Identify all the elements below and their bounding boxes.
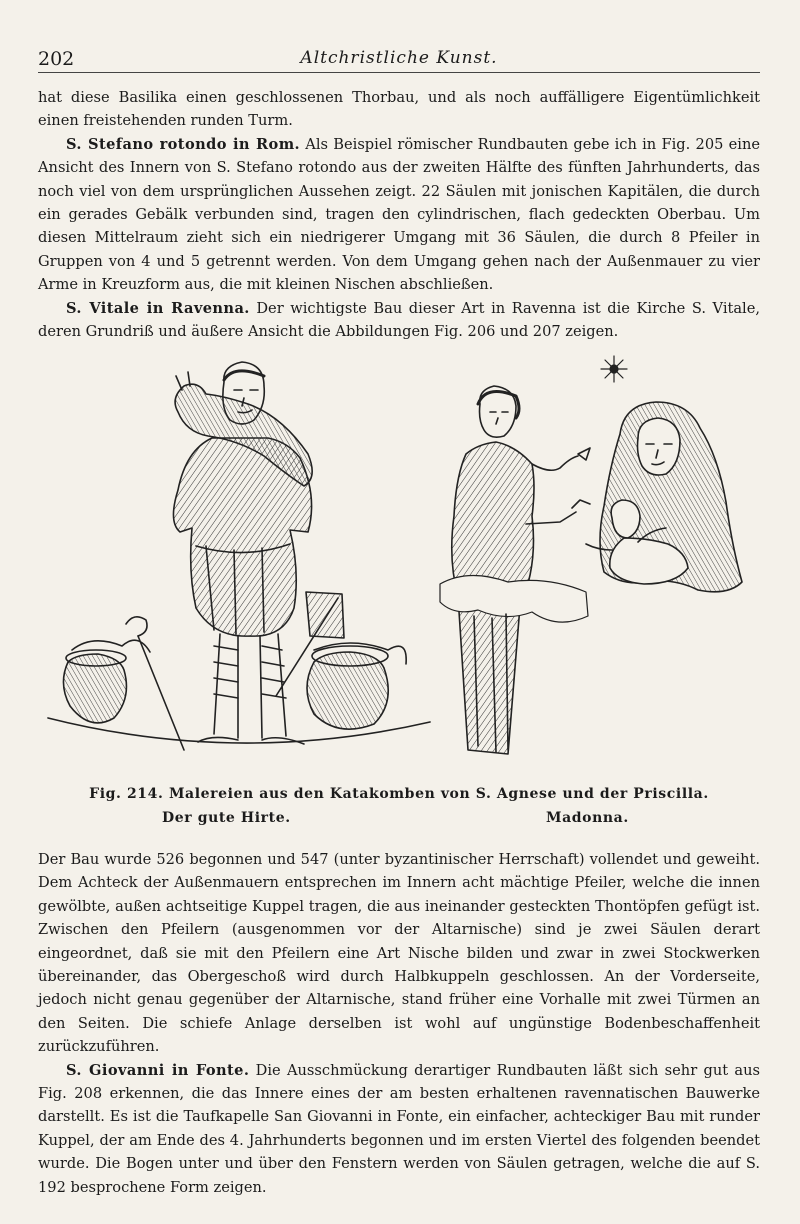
text-block-lower xyxy=(38,848,760,1199)
page-number: 202 xyxy=(38,48,75,70)
caption-main: Fig. 214. Malereien aus den Katakomben von S. Agnese und der Priscilla. xyxy=(89,786,709,802)
madonna-illustration xyxy=(440,356,742,754)
figure-caption xyxy=(38,786,760,830)
paragraph-text: Der Bau wurde 526 begonnen und 547 (unter byzantinischer Herrschaft) vollendet und geweiht. Dem Achteck der Außenmauern entsprechen im Innern acht mächtige Pfeiler, welche die innen gewölbte, außen achtseitige Kuppel tragen, die aus ineinander gesteckten Thontöpfen gefügt ist. Zwischen den Pfeilern (ausgenommen vor der Altarnische) sind je zwei Säulen derart eingeordnet, daß sie mit den Pfeilern eine Art Nische bilden und zwar in zwei Stockwerken übereinander, das Obergeschoß wird durch Halbkuppeln geschlossen. An der Vorderseite, jedoch nicht genau gegenüber der Altarnische, stand früher eine Vorhalle mit zwei Türmen an den Seiten. Die schiefe Anlage derselben ist wohl auf ungünstige Bodenbeschaffenheit zurückzuführen. xyxy=(38,851,760,1056)
figure-illustration xyxy=(38,346,760,782)
paragraph xyxy=(38,1059,760,1199)
paragraph xyxy=(38,848,760,1059)
running-title: Altchristliche Kunst. xyxy=(300,48,498,68)
caption-left: Der gute Hirte. xyxy=(162,810,291,826)
paragraph xyxy=(38,133,760,297)
running-head xyxy=(38,48,760,73)
paragraph-text: Der wichtigste Bau dieser Art in Ravenna ist die Kirche S. Vitale, deren Grundriß und äußere Ansicht die Abbildungen Fig. 206 und 207 zeigen. xyxy=(38,299,760,341)
section-heading: S. Stefano rotondo in Rom. xyxy=(66,135,301,153)
section-heading: S. Giovanni in Fonte. xyxy=(66,1061,250,1079)
caption-right: Madonna. xyxy=(546,810,629,826)
paragraph-text: Die Ausschmückung derartiger Rundbauten läßt sich sehr gut aus Fig. 208 erkennen, die das Innere eines der am besten erhaltenen ravennatischen Bauwerke darstellt. Es ist die Taufkapelle San Giovanni in Fonte, ein einfacher, achteckiger Bau mit runder Kuppel, der am Ende des 4. Jahrhunderts begonnen und im ersten Viertel des folgenden beendet wurde. Die Bogen unter und über den Fenstern werden von Säulen getragen, welche die auf S. 192 besprochene Form zeigen. xyxy=(38,1061,760,1196)
figure-214 xyxy=(38,346,760,782)
section-heading: S. Vitale in Ravenna. xyxy=(66,299,250,317)
text-block-upper xyxy=(38,86,760,343)
paragraph xyxy=(38,86,760,133)
good-shepherd-illustration xyxy=(48,362,430,750)
paragraph xyxy=(38,297,760,344)
paragraph-text: Als Beispiel römischer Rundbauten gebe ich in Fig. 205 eine Ansicht des Innern von S. Stefano rotondo aus der zweiten Hälfte des fünften Jahrhunderts, das noch viel von dem ursprünglichen Aussehen zeigt. 22 Säulen mit jonischen Kapitälen, die durch ein gerades Gebälk verbunden sind, tragen den cylindrischen, flach gedeckten Oberbau. Um diesen Mittelraum zieht sich ein niedrigerer Umgang mit 36 Säulen, die durch 8 Pfeiler in Gruppen von 4 und 5 getrennt werden. Von dem Umgang gehen nach der Außenmauer zu vier Arme in Kreuzform aus, die mit kleinen Nischen abschließen. xyxy=(38,135,761,294)
star-mark xyxy=(601,356,627,382)
paragraph-text: hat diese Basilika einen geschlossenen Thorbau, und als noch auffälligere Eigentümlichkeit einen freistehenden runden Turm. xyxy=(38,89,760,130)
